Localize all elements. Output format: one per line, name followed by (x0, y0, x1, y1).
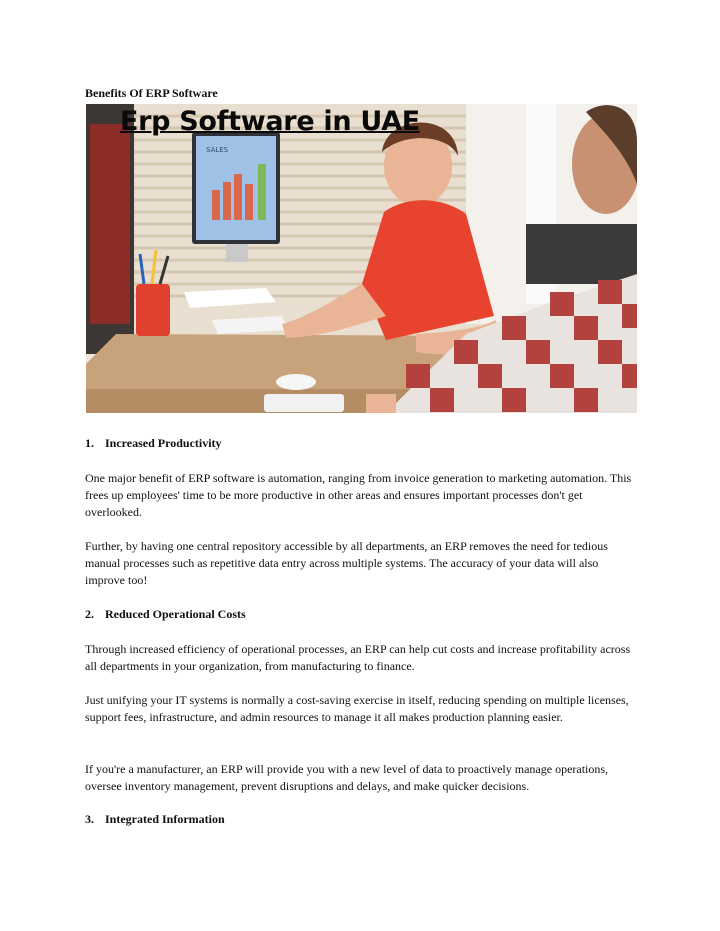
hero-image (86, 104, 637, 413)
document-title: Benefits Of ERP Software (85, 86, 218, 100)
section-heading-1 (85, 436, 222, 451)
section-number: 2. (85, 607, 94, 621)
section-title: Reduced Operational Costs (105, 607, 246, 621)
section-title: Integrated Information (105, 812, 225, 826)
hero-overlay-title: Erp Software in UAE (120, 106, 420, 137)
section-heading-2 (85, 607, 246, 622)
office-scene-illustration (86, 104, 637, 413)
paragraph: If you're a manufacturer, an ERP will provide you with a new level of data to proactively manage operations, oversee inventory management, prevent disruptions and delays, and make quicker decisions. (85, 762, 609, 793)
svg-text:SALES: SALES (206, 146, 229, 154)
paragraph: One major benefit of ERP software is automation, ranging from invoice generation to marketing automation. This frees up employees' time to be more productive in other areas and ensures important processes don't get overlooked. (85, 471, 632, 519)
section-heading-3 (85, 812, 225, 827)
section-title: Increased Productivity (105, 436, 222, 450)
section-number: 1. (85, 436, 94, 450)
paragraph: Just unifying your IT systems is normally a cost-saving exercise in itself, reducing spending on multiple licenses, support fees, infrastructure, and admin resources to manage it all makes production planning easier. (85, 693, 629, 724)
section-number: 3. (85, 812, 94, 826)
paragraph: Through increased efficiency of operational processes, an ERP can help cut costs and increase profitability across all departments in your organization, from manufacturing to finance. (85, 642, 631, 673)
paragraph: Further, by having one central repository accessible by all departments, an ERP removes the need for tedious manual processes such as repetitive data entry across multiple systems. The accuracy of your data will also improve too! (85, 539, 608, 587)
